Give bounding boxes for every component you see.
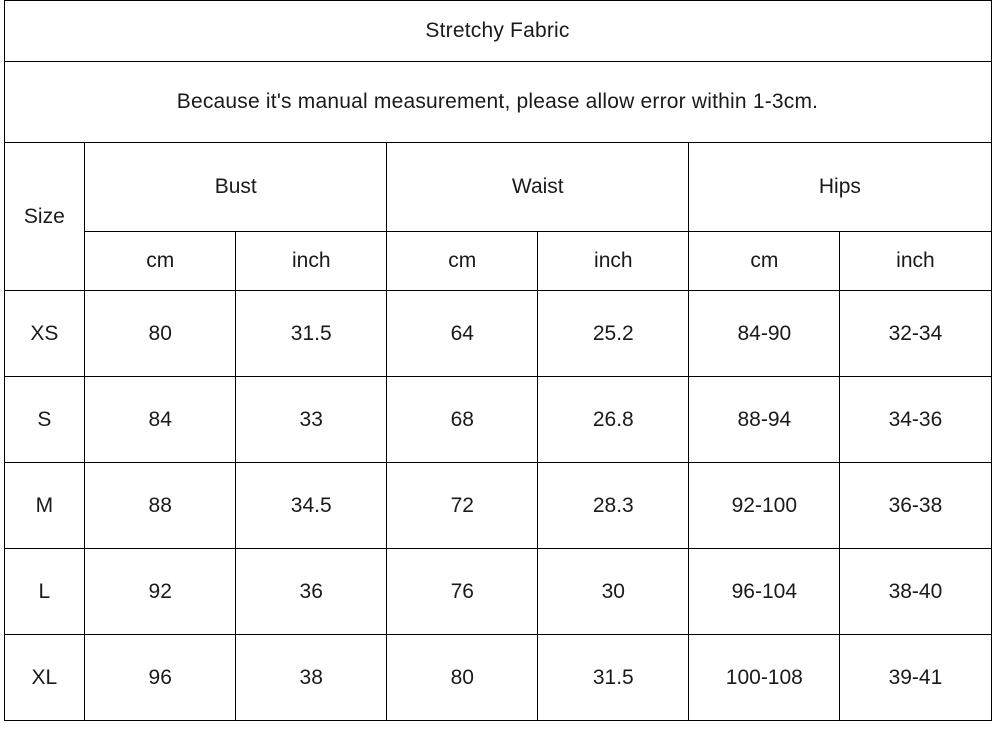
table-row (4, 549, 991, 635)
row-bust-inch: 34.5 (236, 463, 387, 549)
row-waist-inch: 26.8 (538, 377, 689, 463)
row-hips-inch: 32-34 (840, 291, 991, 377)
table-row (4, 377, 991, 463)
row-waist-cm: 76 (387, 549, 538, 635)
row-size: L (4, 549, 85, 635)
row-size: XL (4, 635, 85, 721)
row-bust-cm: 96 (85, 635, 236, 721)
group-header-hips: Hips (689, 143, 991, 232)
row-waist-cm: 68 (387, 377, 538, 463)
row-waist-inch: 30 (538, 549, 689, 635)
size-chart-table (4, 0, 992, 721)
row-hips-cm: 96-104 (689, 549, 840, 635)
row-size: M (4, 463, 85, 549)
row-size: S (4, 377, 85, 463)
group-header-bust: Bust (85, 143, 387, 232)
unit-header-row (4, 232, 991, 291)
note-row (4, 62, 991, 143)
row-hips-inch: 39-41 (840, 635, 991, 721)
measurement-note: Because it's manual measurement, please allow error within 1-3cm. (4, 62, 991, 143)
row-hips-cm: 100-108 (689, 635, 840, 721)
group-header-row (4, 143, 991, 232)
row-bust-cm: 84 (85, 377, 236, 463)
unit-bust-cm: cm (85, 232, 236, 291)
unit-waist-cm: cm (387, 232, 538, 291)
table-row (4, 635, 991, 721)
row-bust-cm: 88 (85, 463, 236, 549)
unit-waist-inch: inch (538, 232, 689, 291)
title-row (4, 1, 991, 62)
row-bust-cm: 80 (85, 291, 236, 377)
row-bust-cm: 92 (85, 549, 236, 635)
row-hips-inch: 36-38 (840, 463, 991, 549)
row-waist-inch: 25.2 (538, 291, 689, 377)
row-size: XS (4, 291, 85, 377)
unit-hips-cm: cm (689, 232, 840, 291)
document-title: Stretchy Fabric (4, 1, 991, 62)
row-hips-cm: 88-94 (689, 377, 840, 463)
unit-bust-inch: inch (236, 232, 387, 291)
row-hips-cm: 84-90 (689, 291, 840, 377)
row-waist-cm: 80 (387, 635, 538, 721)
size-column-header: Size (4, 143, 85, 291)
row-bust-inch: 36 (236, 549, 387, 635)
table-row (4, 291, 991, 377)
row-bust-inch: 33 (236, 377, 387, 463)
row-hips-inch: 38-40 (840, 549, 991, 635)
row-hips-inch: 34-36 (840, 377, 991, 463)
row-waist-inch: 28.3 (538, 463, 689, 549)
row-waist-inch: 31.5 (538, 635, 689, 721)
row-bust-inch: 31.5 (236, 291, 387, 377)
row-hips-cm: 92-100 (689, 463, 840, 549)
row-waist-cm: 64 (387, 291, 538, 377)
row-waist-cm: 72 (387, 463, 538, 549)
group-header-waist: Waist (387, 143, 689, 232)
unit-hips-inch: inch (840, 232, 991, 291)
row-bust-inch: 38 (236, 635, 387, 721)
table-row (4, 463, 991, 549)
